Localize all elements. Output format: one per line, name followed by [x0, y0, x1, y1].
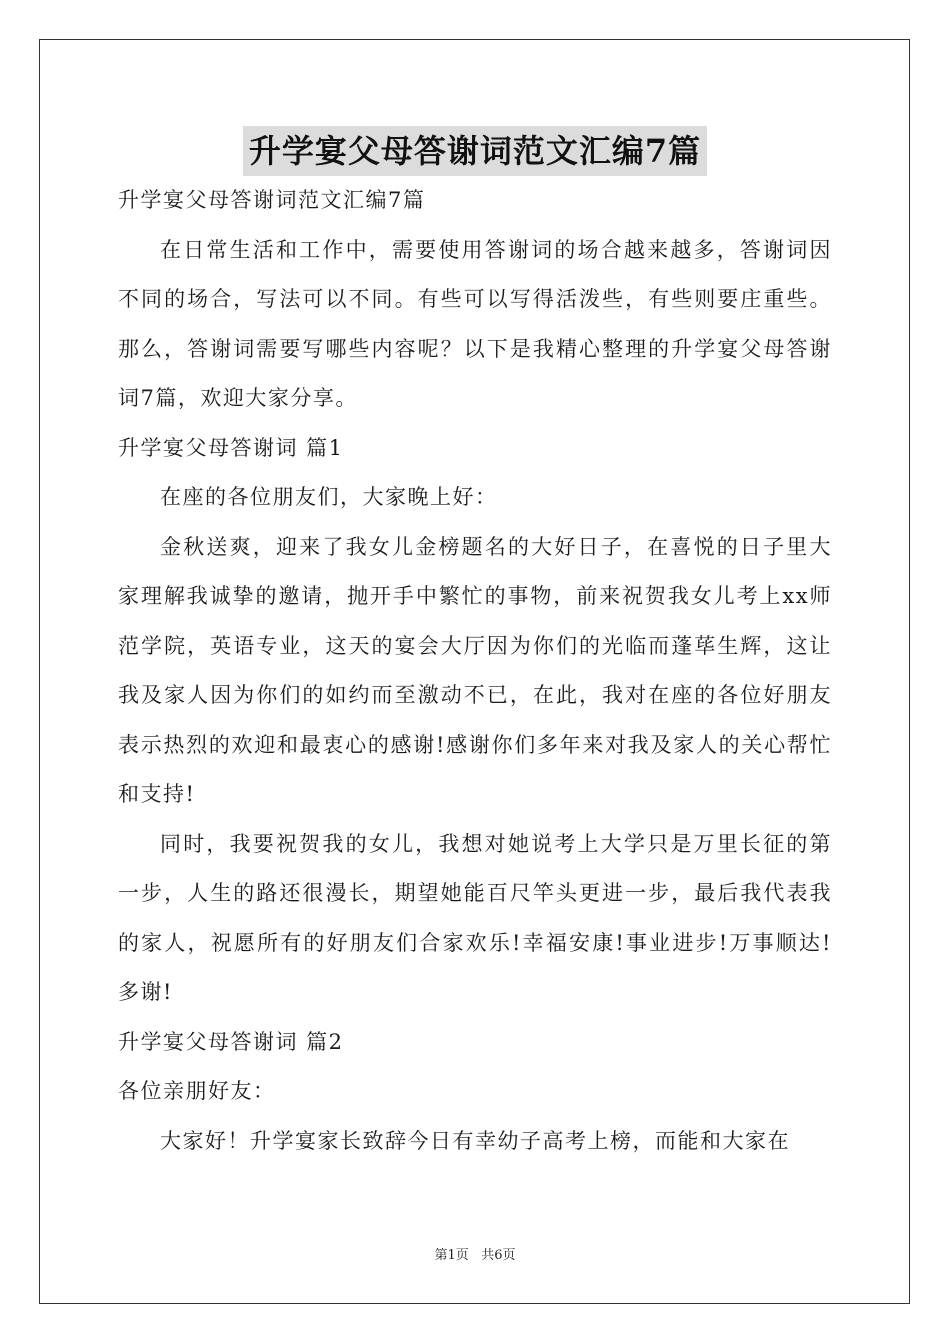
body-paragraph: 在日常生活和工作中，需要使用答谢词的场合越来越多，答谢词因不同的场合，写法可以不同。有些可以写得活泼些，有些则要庄重些。那么，答谢词需要写哪些内容呢？以下是我精心整理的升学宴父母答谢词7篇，欢迎大家分享。 [118, 237, 832, 410]
section-line: 各位亲朋好友： [118, 1079, 276, 1103]
section-line: 升学宴父母答谢词 篇2 [118, 1029, 344, 1054]
document-body [118, 176, 832, 1166]
document-title: 升学宴父母答谢词范文汇编7篇 [243, 126, 707, 176]
page-number: 第1页 [434, 1248, 469, 1263]
page-footer [0, 1246, 950, 1266]
section-line: 升学宴父母答谢词范文汇编7篇 [118, 188, 426, 212]
section-line: 升学宴父母答谢词 篇1 [118, 435, 344, 460]
title-area [0, 126, 950, 176]
body-paragraph: 大家好！升学宴家长致辞今日有幸幼子高考上榜，而能和大家在 [160, 1128, 790, 1153]
body-paragraph: 同时，我要祝贺我的女儿，我想对她说考上大学只是万里长征的第一步，人生的路还很漫长，期望她能百尺竿头更进一步，最后我代表我的家人，祝愿所有的好朋友们合家欢乐!幸福安康!事业进步!万事顺达!多谢! [118, 831, 832, 1004]
body-paragraph: 在座的各位朋友们，大家晚上好： [160, 485, 498, 509]
body-paragraph: 金秋送爽，迎来了我女儿金榜题名的大好日子，在喜悦的日子里大家理解我诚挚的邀请，抛开手中繁忙的事物，前来祝贺我女儿考上xx师范学院，英语专业，这天的宴会大厅因为你们的光临而蓬荜生辉，这让我及家人因为你们的如约而至激动不已，在此，我对在座的各位好朋友表示热烈的欢迎和最衷心的感谢!感谢你们多年来对我及家人的关心帮忙和支持! [118, 534, 832, 806]
page-total: 共6页 [481, 1248, 516, 1263]
